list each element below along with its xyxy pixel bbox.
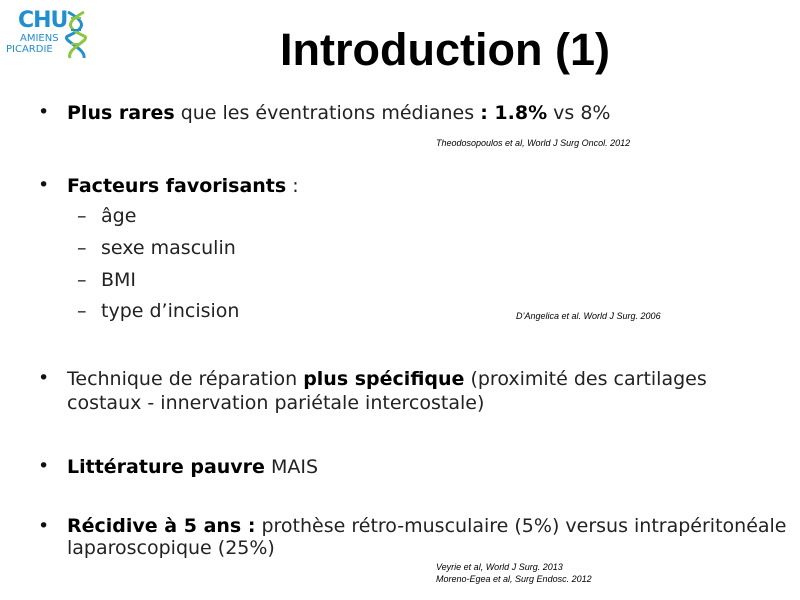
logo-chu-text: CHU xyxy=(18,8,68,33)
bullet-5-bold: Récidive à 5 ans : xyxy=(67,515,256,537)
logo-amiens-text: AMIENS xyxy=(20,33,59,44)
bullet-4-bold: Littérature pauvre xyxy=(67,456,265,478)
bullet-3-text-a: Technique de réparation xyxy=(67,368,304,390)
subitem-sexe: sexe masculin xyxy=(101,237,236,259)
reference-veyrie: Veyrie et al, World J Surg. 2013 xyxy=(436,562,563,572)
bullet-1-text xyxy=(67,101,787,125)
bullet-1-text-b: vs 8% xyxy=(547,102,611,124)
bullet-4-marker: • xyxy=(38,455,50,477)
bullet-1-bold: Plus rares xyxy=(67,102,175,124)
reference-theodosopoulos: Theodosopoulos et al, World J Surg Oncol. 2012 xyxy=(436,138,631,148)
bullet-2-colon: : xyxy=(286,175,299,197)
bullet-2-text xyxy=(67,174,787,198)
bullet-4-text-rest: MAIS xyxy=(264,456,319,478)
bullet-3-marker: • xyxy=(38,367,50,389)
slide-title: Introduction (1) xyxy=(280,24,610,75)
subitem-3-dash: – xyxy=(77,269,87,291)
subitem-2-dash: – xyxy=(77,237,87,259)
logo-picardie-text: PICARDIE xyxy=(6,44,53,55)
bullet-1-text-a: que les éventrations médianes xyxy=(174,102,481,124)
bullet-2-marker: • xyxy=(38,174,50,196)
bullet-3-bold: plus spécifique xyxy=(303,368,465,390)
bullet-3-text xyxy=(67,367,787,415)
bullet-1-marker: • xyxy=(38,101,50,123)
subitem-age: âge xyxy=(101,205,137,227)
bullet-1-value: 1.8% xyxy=(494,102,548,124)
reference-dangelica: D’Angelica et al. World J Surg. 2006 xyxy=(516,311,661,321)
bullet-5-text xyxy=(67,515,787,559)
bullet-1-colon: : xyxy=(480,102,495,124)
bullet-5-text-rest: prothèse rétro-musculaire (5%) versus intrapéritonéale laparoscopique (25%) xyxy=(67,515,787,559)
subitem-4-dash: – xyxy=(77,300,87,322)
subitem-bmi: BMI xyxy=(101,269,137,291)
bullet-4-text xyxy=(67,455,787,479)
subitem-1-dash: – xyxy=(77,205,87,227)
bullet-2-bold: Facteurs favorisants xyxy=(67,175,287,197)
subitem-incision: type d’incision xyxy=(101,300,240,322)
bullet-5-marker: • xyxy=(38,515,50,537)
bullet-3-text-b: (proximité des cartilages costaux - innervation pariétale intercostale) xyxy=(67,368,707,414)
reference-moreno-egea: Moreno-Egea et al, Surg Endosc. 2012 xyxy=(436,574,592,584)
